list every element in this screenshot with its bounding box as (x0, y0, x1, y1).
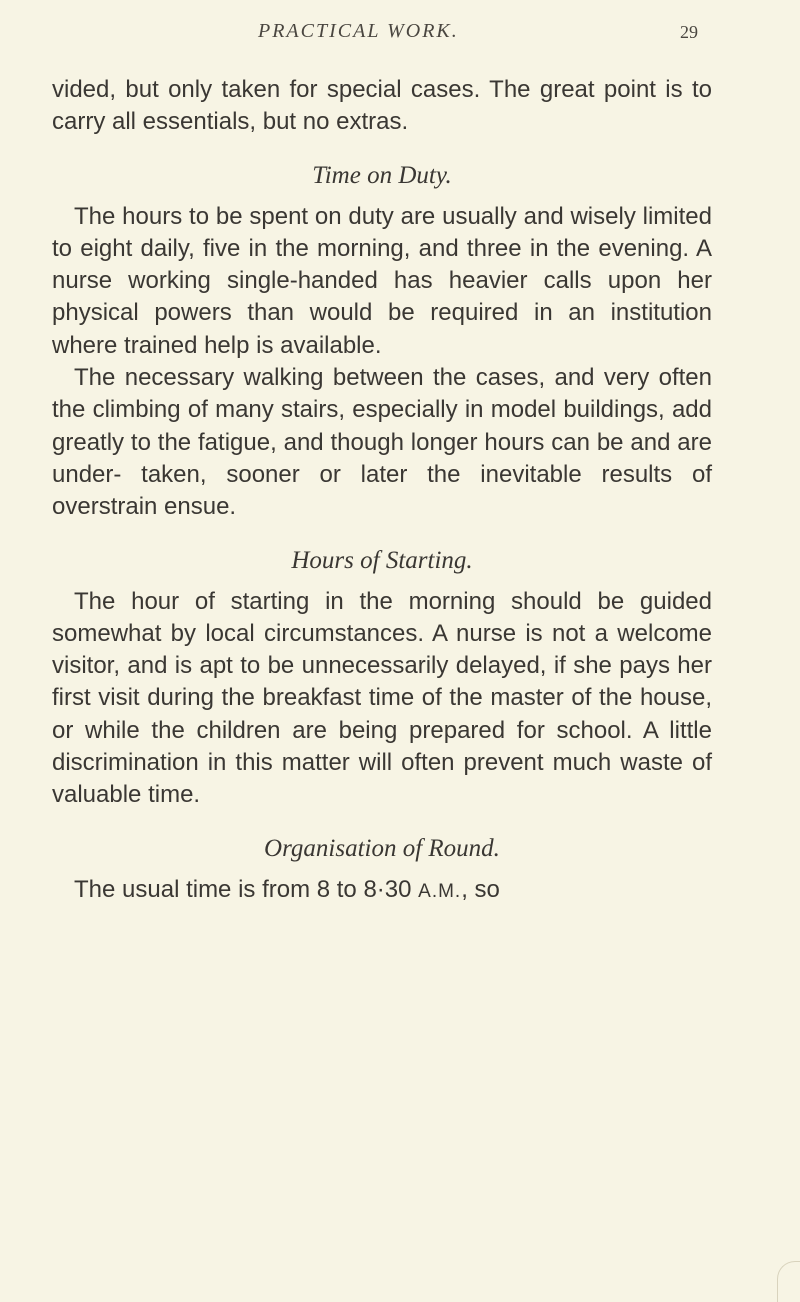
page-corner-mark (777, 1261, 800, 1302)
paragraph-hour-of-starting: The hour of starting in the morning should be guided somewhat by local circumstances. A nurse is not a welcome visitor, and is apt to be unnecessarily delayed, if she pays her first visit during the breakfast time of the master of the house, or while the children are being prepared for school. A little discrimination in this matter will often prevent much waste of valuable time. (52, 587, 712, 809)
usual-time-text: The usual time is from 8 to 8·30 (74, 875, 412, 903)
section-heading-organisation-of-round: Organisation of Round. (264, 834, 500, 862)
usual-time-end: , so (461, 875, 500, 903)
section-heading-hours-of-starting: Hours of Starting. (291, 546, 473, 574)
am-abbreviation: A.M. (418, 880, 462, 902)
page-number: 29 (680, 22, 698, 42)
running-title: PRACTICAL WORK. (258, 20, 459, 42)
running-head (52, 20, 712, 50)
paragraph-hours-on-duty: The hours to be spent on duty are usually and wisely limited to eight daily, five in the morning, and three in the evening. A nurse working single-handed has heavier calls upon her physical powers than would be required in an institution where trained help is available. (52, 202, 712, 359)
paragraph-usual-time (52, 874, 712, 908)
paragraph-walking: The necessary walking between the cases, and very often the climbing of many stairs, especially in model buildings, add greatly to the fatigue, and though longer hours can be and are under- taken, sooner or later the inevitable results of overstrain ensue. (52, 364, 712, 521)
section-heading-time-on-duty: Time on Duty. (312, 161, 452, 189)
paragraph-continuation: vided, but only taken for special cases. The great point is to carry all essentials, but no extras. (52, 76, 712, 136)
body-text (52, 74, 712, 908)
